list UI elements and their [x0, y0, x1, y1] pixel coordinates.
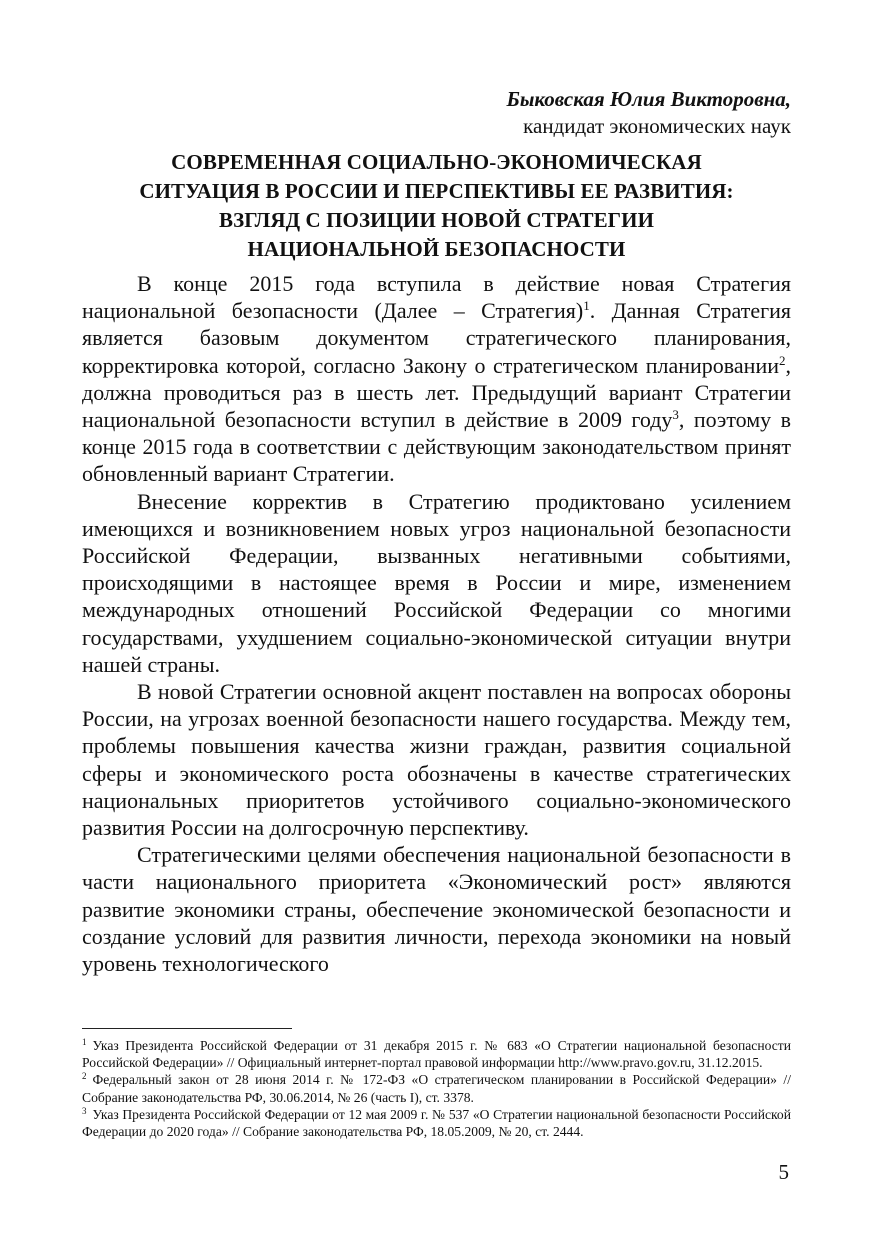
- footnote-2: [82, 1071, 791, 1105]
- author-degree: кандидат экономических наук: [523, 114, 791, 138]
- footnote-number: 2: [82, 1071, 87, 1082]
- title-line: ВЗГЛЯД С ПОЗИЦИИ НОВОЙ СТРАТЕГИИ: [218, 208, 655, 232]
- article-title: [82, 148, 791, 264]
- paragraph-1-part-d: , поэтому в конце 2015 года в соответствии с действующим законодательством принят обновленный вариант Стратегии.: [82, 407, 791, 487]
- footnote-number: 3: [82, 1105, 87, 1116]
- title-line: СИТУАЦИЯ В РОССИИ И ПЕРСПЕКТИВЫ ЕЕ РАЗВИТИЯ:: [139, 179, 734, 203]
- page-content: [82, 84, 791, 977]
- footnote-1: [82, 1037, 791, 1071]
- paragraph-3: В новой Стратегии основной акцент поставлен на вопросах обороны России, на угрозах военной безопасности нашего государства. Между тем, проблемы повышения качества жизни граждан, развития социальной сферы и экономического роста обозначены в качестве стратегических национальных приоритетов устойчивого социально-экономического развития России на долгосрочную перспективу.: [82, 679, 791, 841]
- footnote-ref-2[interactable]: 2: [779, 352, 786, 368]
- footnote-ref-1[interactable]: 1: [583, 298, 590, 314]
- footnotes: [82, 1028, 791, 1140]
- page-number: 5: [778, 1160, 789, 1184]
- paragraph-1-part-a: В конце 2015 года вступила в действие новая Стратегия национальной безопасности (Далее – Стратегия): [82, 271, 791, 324]
- footnote-text: Указ Президента Российской Федерации от 12 мая 2009 г. № 537 «О Стратегии национальной безопасности Российской Федерации до 2020 года» // Собрание законодательства РФ, 18.05.2009, № 20, ст. 2444.: [82, 1106, 791, 1140]
- paragraph-2: Внесение корректив в Стратегию продиктовано усилением имеющихся и возникновением новых угроз национальной безопасности Российской Федерации, вызванных негативными событиями, происходящими в настоящее время в России и мире, изменением международных отношений Российской Федерации со многими государствами, ухудшением социально-экономической ситуации внутри нашей страны.: [82, 488, 791, 677]
- title-line: НАЦИОНАЛЬНОЙ БЕЗОПАСНОСТИ: [247, 237, 626, 261]
- author-name: Быковская Юлия Викторовна,: [506, 87, 791, 111]
- paragraph-1: [82, 270, 791, 488]
- footnote-ref-3[interactable]: 3: [672, 407, 679, 423]
- footnote-number: 1: [82, 1037, 87, 1047]
- footnote-3: [82, 1106, 791, 1140]
- article-body: [82, 270, 791, 977]
- paragraph-4: Стратегическими целями обеспечения национальной безопасности в части национального приоритета «Экономический рост» являются развитие экономики страны, обеспечение экономической безопасности и создание условий для развития личности, перехода экономики на новый уровень технологического: [82, 842, 791, 977]
- paragraph-1-part-c: , должна проводиться раз в шесть лет. Предыдущий вариант Стратегии национальной безопасности вступил в действие в 2009 году: [82, 352, 791, 433]
- footnote-text: Указ Президента Российской Федерации от 31 декабря 2015 г. № 683 «О Стратегии национальной безопасности Российской Федерации» // Официальный интернет-портал правовой информации http://www.pravo.gov.ru, 31.12.2015.: [82, 1038, 791, 1071]
- footnote-text: Федеральный закон от 28 июня 2014 г. № 172-ФЗ «О стратегическом планировании в Российской Федерации» // Собрание законодательства РФ, 30.06.2014, № 26 (часть I), ст. 3378.: [82, 1072, 791, 1105]
- paragraph-1-part-b: . Данная Стратегия является базовым документом стратегического планирования, корректировка которой, согласно Закону о стратегическом планировании: [82, 298, 791, 378]
- footnote-divider: [82, 1028, 292, 1029]
- title-line: СОВРЕМЕННАЯ СОЦИАЛЬНО-ЭКОНОМИЧЕСКАЯ: [171, 150, 702, 174]
